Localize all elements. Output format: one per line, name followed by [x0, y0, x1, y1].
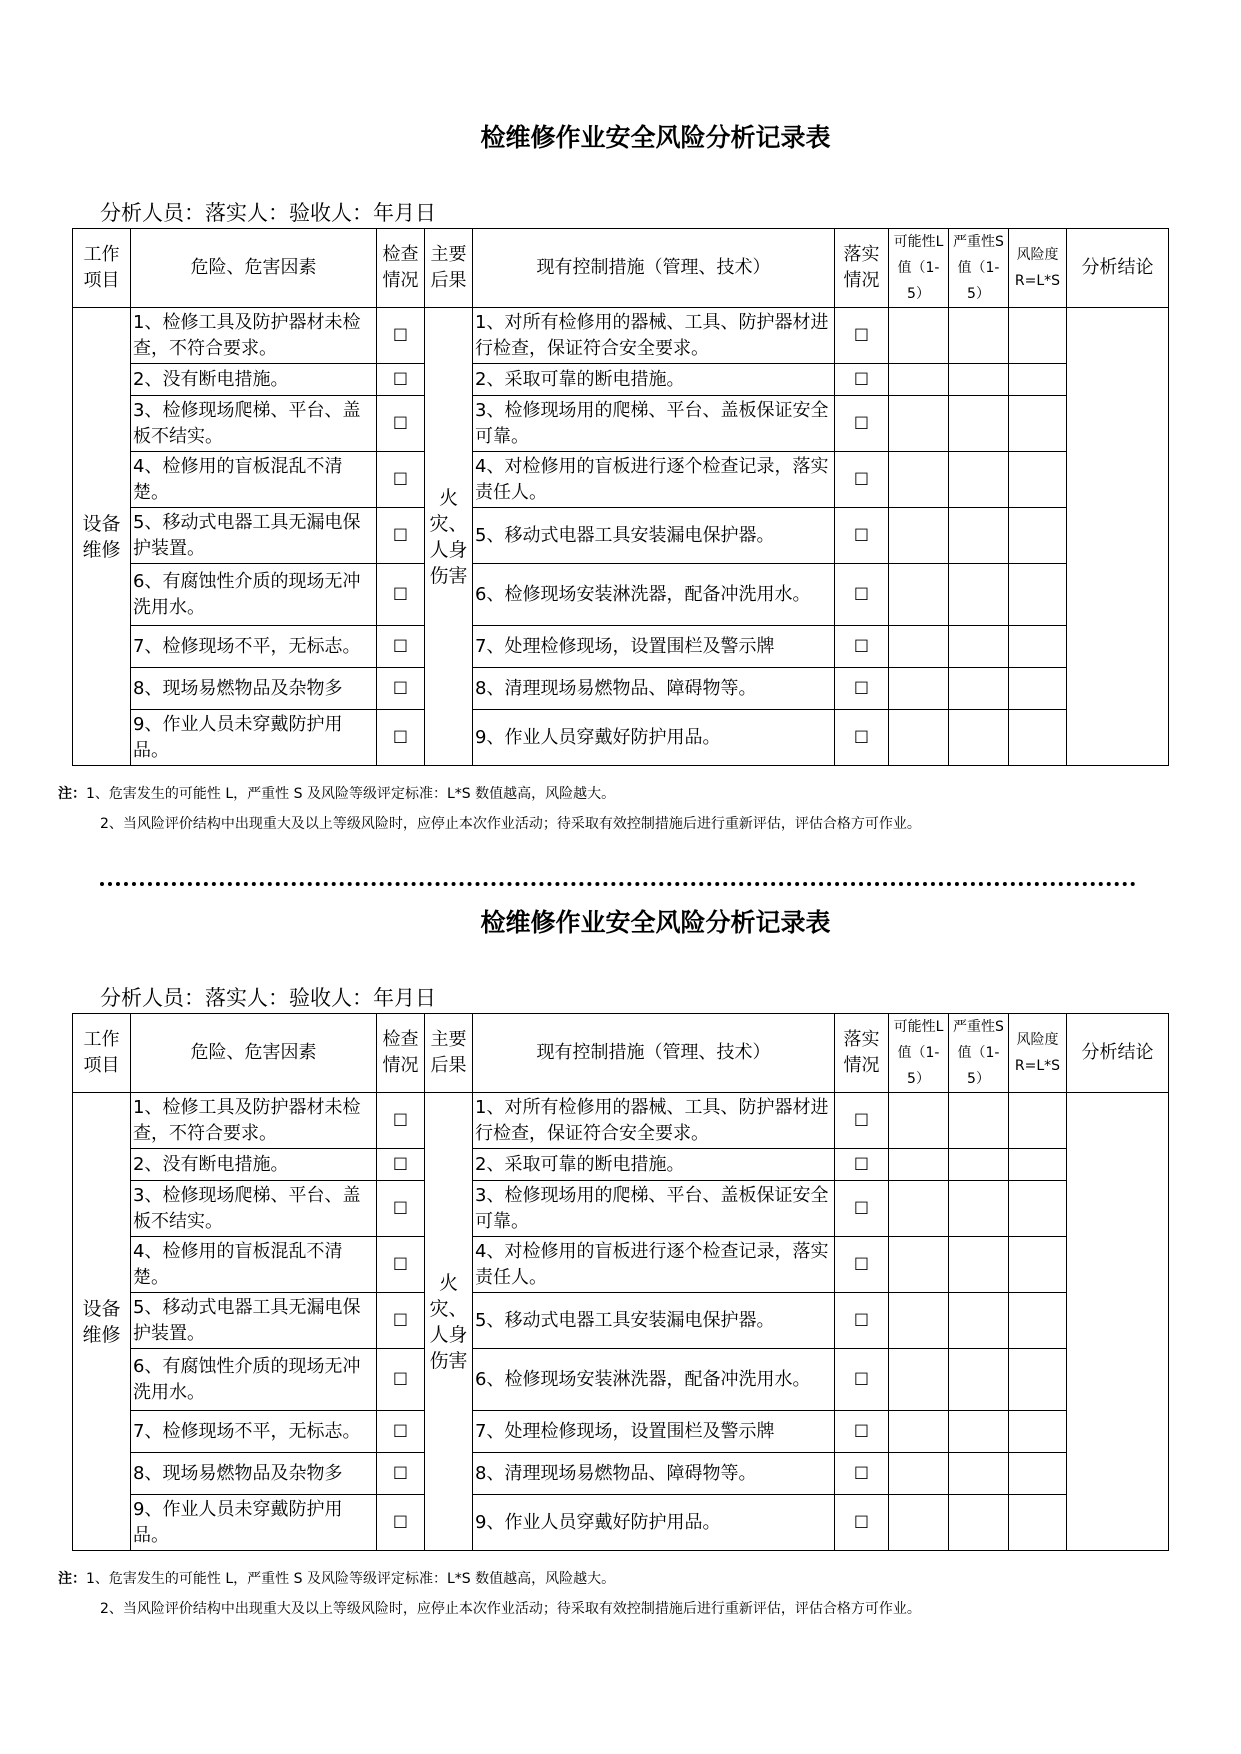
risk-table: [72, 228, 1169, 766]
conclusion-input[interactable]: [1067, 308, 1169, 766]
risk-input[interactable]: [1009, 1349, 1067, 1411]
consequence-cell: 火灾、人身伤害: [425, 1093, 473, 1551]
implement-checkbox[interactable]: ☐: [835, 1411, 889, 1453]
header-likelihood: 可能性L值（1-5）: [889, 1014, 949, 1093]
check-checkbox[interactable]: ☐: [377, 508, 425, 564]
hazard-cell: 5、移动式电器工具无漏电保护装置。: [131, 508, 377, 564]
likelihood-input[interactable]: [889, 396, 949, 452]
hazard-cell: 9、作业人员未穿戴防护用品。: [131, 710, 377, 766]
hazard-cell: 4、检修用的盲板混乱不清楚。: [131, 452, 377, 508]
implement-checkbox[interactable]: ☐: [835, 1453, 889, 1495]
likelihood-input[interactable]: [889, 1411, 949, 1453]
hazard-cell: 1、检修工具及防护器材未检查，不符合要求。: [131, 308, 377, 364]
severity-input[interactable]: [949, 668, 1009, 710]
risk-input[interactable]: [1009, 1149, 1067, 1181]
risk-input[interactable]: [1009, 452, 1067, 508]
risk-input[interactable]: [1009, 564, 1067, 626]
severity-input[interactable]: [949, 364, 1009, 396]
note-prefix: 注：: [58, 786, 86, 802]
check-checkbox[interactable]: ☐: [377, 1237, 425, 1293]
header-hazard: 危险、危害因素: [131, 229, 377, 308]
note-line-1: [58, 784, 615, 804]
check-checkbox[interactable]: ☐: [377, 452, 425, 508]
likelihood-input[interactable]: [889, 1237, 949, 1293]
implement-checkbox[interactable]: ☐: [835, 1495, 889, 1551]
header-risk: 风险度R=L*S: [1009, 1014, 1067, 1093]
severity-input[interactable]: [949, 564, 1009, 626]
table-row: [73, 1293, 1169, 1349]
check-checkbox[interactable]: ☐: [377, 1093, 425, 1149]
severity-input[interactable]: [949, 396, 1009, 452]
likelihood-input[interactable]: [889, 668, 949, 710]
header-check: 检查情况: [377, 229, 425, 308]
header-control: 现有控制措施（管理、技术）: [473, 229, 835, 308]
table-row: [73, 1495, 1169, 1551]
control-cell: 2、采取可靠的断电措施。: [473, 364, 835, 396]
header-likelihood: 可能性L值（1-5）: [889, 229, 949, 308]
check-checkbox[interactable]: ☐: [377, 1181, 425, 1237]
control-cell: 9、作业人员穿戴好防护用品。: [473, 1495, 835, 1551]
risk-input[interactable]: [1009, 1495, 1067, 1551]
job-item-cell: 设备维修: [73, 1093, 131, 1551]
control-cell: 9、作业人员穿戴好防护用品。: [473, 710, 835, 766]
severity-input[interactable]: [949, 1411, 1009, 1453]
likelihood-input[interactable]: [889, 452, 949, 508]
note-text-1: 1、危害发生的可能性 L，严重性 S 及风险等级评定标准：L*S 数值越高，风险越大。: [86, 1571, 616, 1587]
control-cell: 1、对所有检修用的器械、工具、防护器材进行检查，保证符合安全要求。: [473, 1093, 835, 1149]
likelihood-input[interactable]: [889, 308, 949, 364]
implement-checkbox[interactable]: ☐: [835, 564, 889, 626]
severity-input[interactable]: [949, 1293, 1009, 1349]
implement-checkbox[interactable]: ☐: [835, 396, 889, 452]
header-consequence: 主要后果: [425, 1014, 473, 1093]
analyst-line: 分析人员：落实人：验收人：年月日: [100, 986, 436, 1010]
hazard-cell: 2、没有断电措施。: [131, 364, 377, 396]
conclusion-input[interactable]: [1067, 1093, 1169, 1551]
form-title: 检维修作业安全风险分析记录表: [480, 123, 831, 152]
table-row: [73, 1181, 1169, 1237]
implement-checkbox[interactable]: ☐: [835, 626, 889, 668]
header-severity: 严重性S值（1-5）: [949, 229, 1009, 308]
hazard-cell: 2、没有断电措施。: [131, 1149, 377, 1181]
risk-input[interactable]: [1009, 1237, 1067, 1293]
control-cell: 5、移动式电器工具安装漏电保护器。: [473, 1293, 835, 1349]
risk-input[interactable]: [1009, 1293, 1067, 1349]
risk-input[interactable]: [1009, 396, 1067, 452]
likelihood-input[interactable]: [889, 1181, 949, 1237]
check-checkbox[interactable]: ☐: [377, 1293, 425, 1349]
hazard-cell: 7、检修现场不平，无标志。: [131, 626, 377, 668]
table-row: [73, 396, 1169, 452]
separator-dotted-line: [100, 882, 1136, 886]
header-check: 检查情况: [377, 1014, 425, 1093]
implement-checkbox[interactable]: ☐: [835, 1293, 889, 1349]
risk-input[interactable]: [1009, 1093, 1067, 1149]
implement-checkbox[interactable]: ☐: [835, 1181, 889, 1237]
hazard-cell: 4、检修用的盲板混乱不清楚。: [131, 1237, 377, 1293]
likelihood-input[interactable]: [889, 564, 949, 626]
control-cell: 3、检修现场用的爬梯、平台、盖板保证安全可靠。: [473, 396, 835, 452]
hazard-cell: 8、现场易燃物品及杂物多: [131, 1453, 377, 1495]
table-row: [73, 308, 1169, 364]
header-risk: 风险度R=L*S: [1009, 229, 1067, 308]
likelihood-input[interactable]: [889, 1349, 949, 1411]
implement-checkbox[interactable]: ☐: [835, 710, 889, 766]
check-checkbox[interactable]: ☐: [377, 1495, 425, 1551]
hazard-cell: 9、作业人员未穿戴防护用品。: [131, 1495, 377, 1551]
likelihood-input[interactable]: [889, 1453, 949, 1495]
severity-input[interactable]: [949, 1495, 1009, 1551]
header-implement: 落实情况: [835, 1014, 889, 1093]
risk-input[interactable]: [1009, 1181, 1067, 1237]
control-cell: 4、对检修用的盲板进行逐个检查记录，落实责任人。: [473, 1237, 835, 1293]
hazard-cell: 3、检修现场爬梯、平台、盖板不结实。: [131, 1181, 377, 1237]
note-line-1: [58, 1569, 615, 1589]
likelihood-input[interactable]: [889, 1093, 949, 1149]
implement-checkbox[interactable]: ☐: [835, 1237, 889, 1293]
severity-input[interactable]: [949, 1181, 1009, 1237]
severity-input[interactable]: [949, 1093, 1009, 1149]
check-checkbox[interactable]: ☐: [377, 1453, 425, 1495]
header-severity: 严重性S值（1-5）: [949, 1014, 1009, 1093]
header-implement: 落实情况: [835, 229, 889, 308]
risk-input[interactable]: [1009, 1453, 1067, 1495]
table-row: [73, 710, 1169, 766]
check-checkbox[interactable]: ☐: [377, 668, 425, 710]
job-item-cell: 设备维修: [73, 308, 131, 766]
likelihood-input[interactable]: [889, 1293, 949, 1349]
severity-input[interactable]: [949, 308, 1009, 364]
implement-checkbox[interactable]: ☐: [835, 452, 889, 508]
control-cell: 6、检修现场安装淋洗器，配备冲洗用水。: [473, 564, 835, 626]
header-hazard: 危险、危害因素: [131, 1014, 377, 1093]
implement-checkbox[interactable]: ☐: [835, 364, 889, 396]
table-row: [73, 1149, 1169, 1181]
note-line-2: 2、当风险评价结构中出现重大及以上等级风险时，应停止本次作业活动；待采取有效控制措施后进行重新评估，评估合格方可作业。: [100, 816, 921, 832]
implement-checkbox[interactable]: ☐: [835, 1093, 889, 1149]
table-row: [73, 1093, 1169, 1149]
header-conclusion: 分析结论: [1067, 229, 1169, 308]
risk-input[interactable]: [1009, 308, 1067, 364]
severity-input[interactable]: [949, 452, 1009, 508]
header-job: 工作项目: [73, 229, 131, 308]
table-row: [73, 1237, 1169, 1293]
table-row: [73, 1349, 1169, 1411]
control-cell: 6、检修现场安装淋洗器，配备冲洗用水。: [473, 1349, 835, 1411]
risk-input[interactable]: [1009, 364, 1067, 396]
control-cell: 5、移动式电器工具安装漏电保护器。: [473, 508, 835, 564]
likelihood-input[interactable]: [889, 710, 949, 766]
table-row: [73, 508, 1169, 564]
consequence-cell: 火灾、人身伤害: [425, 308, 473, 766]
control-cell: 7、处理检修现场，设置围栏及警示牌: [473, 626, 835, 668]
severity-input[interactable]: [949, 1149, 1009, 1181]
control-cell: 8、清理现场易燃物品、障碍物等。: [473, 668, 835, 710]
form-title: 检维修作业安全风险分析记录表: [480, 908, 831, 937]
check-checkbox[interactable]: ☐: [377, 396, 425, 452]
hazard-cell: 7、检修现场不平，无标志。: [131, 1411, 377, 1453]
check-checkbox[interactable]: ☐: [377, 1349, 425, 1411]
implement-checkbox[interactable]: ☐: [835, 1149, 889, 1181]
header-conclusion: 分析结论: [1067, 1014, 1169, 1093]
check-checkbox[interactable]: ☐: [377, 626, 425, 668]
table-row: [73, 1453, 1169, 1495]
table-row: [73, 452, 1169, 508]
likelihood-input[interactable]: [889, 364, 949, 396]
severity-input[interactable]: [949, 508, 1009, 564]
likelihood-input[interactable]: [889, 1149, 949, 1181]
severity-input[interactable]: [949, 710, 1009, 766]
likelihood-input[interactable]: [889, 508, 949, 564]
hazard-cell: 6、有腐蚀性介质的现场无冲洗用水。: [131, 564, 377, 626]
severity-input[interactable]: [949, 1237, 1009, 1293]
check-checkbox[interactable]: ☐: [377, 710, 425, 766]
hazard-cell: 1、检修工具及防护器材未检查，不符合要求。: [131, 1093, 377, 1149]
hazard-cell: 3、检修现场爬梯、平台、盖板不结实。: [131, 396, 377, 452]
table-row: [73, 364, 1169, 396]
severity-input[interactable]: [949, 626, 1009, 668]
severity-input[interactable]: [949, 1349, 1009, 1411]
hazard-cell: 8、现场易燃物品及杂物多: [131, 668, 377, 710]
analyst-line: 分析人员：落实人：验收人：年月日: [100, 201, 436, 225]
implement-checkbox[interactable]: ☐: [835, 508, 889, 564]
header-control: 现有控制措施（管理、技术）: [473, 1014, 835, 1093]
risk-input[interactable]: [1009, 1411, 1067, 1453]
header-job: 工作项目: [73, 1014, 131, 1093]
control-cell: 1、对所有检修用的器械、工具、防护器材进行检查，保证符合安全要求。: [473, 308, 835, 364]
implement-checkbox[interactable]: ☐: [835, 1349, 889, 1411]
control-cell: 3、检修现场用的爬梯、平台、盖板保证安全可靠。: [473, 1181, 835, 1237]
check-checkbox[interactable]: ☐: [377, 364, 425, 396]
check-checkbox[interactable]: ☐: [377, 308, 425, 364]
control-cell: 7、处理检修现场，设置围栏及警示牌: [473, 1411, 835, 1453]
likelihood-input[interactable]: [889, 626, 949, 668]
risk-input[interactable]: [1009, 508, 1067, 564]
hazard-cell: 5、移动式电器工具无漏电保护装置。: [131, 1293, 377, 1349]
check-checkbox[interactable]: ☐: [377, 1149, 425, 1181]
control-cell: 4、对检修用的盲板进行逐个检查记录，落实责任人。: [473, 452, 835, 508]
check-checkbox[interactable]: ☐: [377, 564, 425, 626]
risk-input[interactable]: [1009, 626, 1067, 668]
likelihood-input[interactable]: [889, 1495, 949, 1551]
header-consequence: 主要后果: [425, 229, 473, 308]
table-row: [73, 626, 1169, 668]
risk-table: [72, 1013, 1169, 1551]
note-text-1: 1、危害发生的可能性 L，严重性 S 及风险等级评定标准：L*S 数值越高，风险越大。: [86, 786, 616, 802]
table-row: [73, 1411, 1169, 1453]
table-row: [73, 668, 1169, 710]
control-cell: 2、采取可靠的断电措施。: [473, 1149, 835, 1181]
note-prefix: 注：: [58, 1571, 86, 1587]
severity-input[interactable]: [949, 1453, 1009, 1495]
implement-checkbox[interactable]: ☐: [835, 668, 889, 710]
implement-checkbox[interactable]: ☐: [835, 308, 889, 364]
control-cell: 8、清理现场易燃物品、障碍物等。: [473, 1453, 835, 1495]
table-row: [73, 564, 1169, 626]
check-checkbox[interactable]: ☐: [377, 1411, 425, 1453]
note-line-2: 2、当风险评价结构中出现重大及以上等级风险时，应停止本次作业活动；待采取有效控制措施后进行重新评估，评估合格方可作业。: [100, 1601, 921, 1617]
hazard-cell: 6、有腐蚀性介质的现场无冲洗用水。: [131, 1349, 377, 1411]
risk-input[interactable]: [1009, 668, 1067, 710]
risk-input[interactable]: [1009, 710, 1067, 766]
